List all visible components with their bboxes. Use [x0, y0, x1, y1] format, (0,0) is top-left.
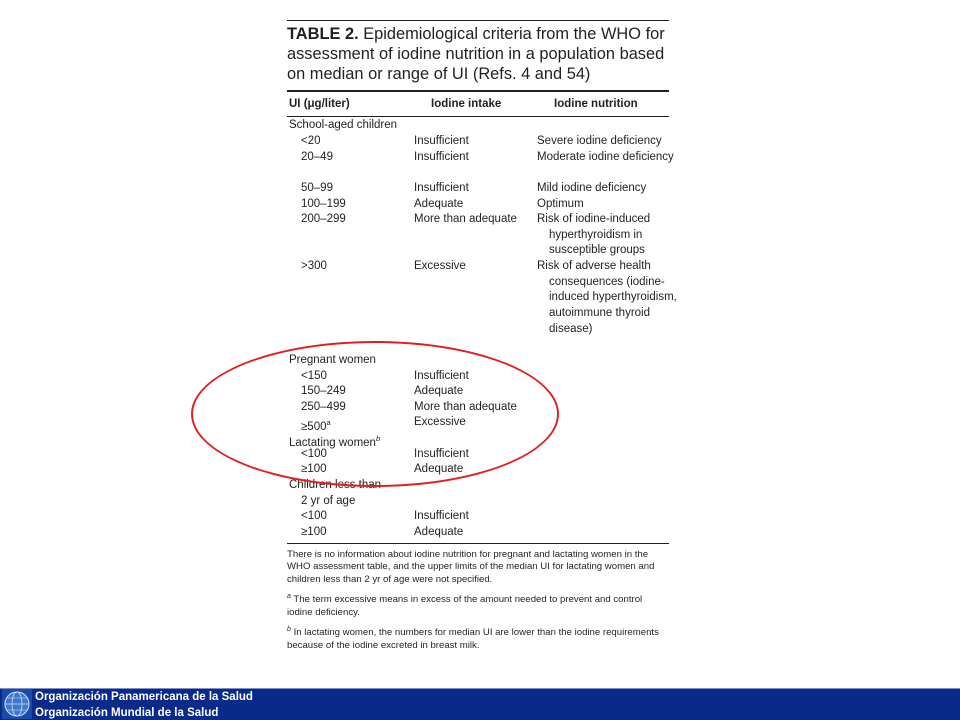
ui-cell: <100 [301, 448, 327, 460]
intake-cell: Insufficient [414, 370, 469, 382]
globe-emblem-icon [2, 689, 32, 719]
header-iodine-nutrition: Iodine nutrition [554, 98, 638, 110]
ui-cell: <20 [301, 135, 321, 147]
table-title-text: Epidemiological criteria from the WHO for assessment of iodine nutrition in a population based on median or range of UI (Refs. 4 and 54) [287, 25, 665, 83]
footnote-marker-a: a [326, 418, 331, 427]
footer-bar [0, 688, 960, 720]
ui-cell: ≥100 [301, 463, 327, 475]
footnote-b: $^b$ In lactating women, the numbers for median UI are lower than the iodine requirements because of the iodine excreted in breast milk. [287, 626, 659, 651]
nutrition-cell: Optimum [537, 198, 584, 210]
intake-cell: More than adequate [414, 213, 517, 225]
intake-cell: Excessive [414, 416, 466, 428]
nutrition-cell: Moderate iodine deficiency [537, 151, 674, 163]
ui-cell: <150 [301, 370, 327, 382]
nutrition-cell: Risk of iodine-induced hyperthyroidism in susceptible groups [537, 213, 651, 257]
intake-cell: Insufficient [414, 151, 469, 163]
ui-cell: 100–199 [301, 198, 346, 210]
footnote-main: There is no information about iodine nutrition for pregnant and lactating women in the WHO assessment table, and the upper limits of the median UI for lactating women and children less than 2 yr of age were not specified. [287, 549, 655, 585]
footnote-a: $^a$ The term excessive means in excess of the amount needed to prevent and control iodine deficiency. [287, 593, 643, 618]
ui-cell: >300 [301, 260, 327, 272]
intake-cell: Adequate [414, 385, 464, 397]
intake-cell: Insufficient [414, 182, 469, 194]
intake-cell: Excessive [414, 260, 466, 272]
nutrition-cell: Mild iodine deficiency [537, 182, 647, 194]
intake-cell: Insufficient [414, 135, 469, 147]
org-name-who: Organización Mundial de la Salud [35, 707, 219, 719]
header-top-rule [287, 90, 669, 92]
intake-cell: Adequate [414, 526, 464, 538]
header-ui: UI (μg/liter) [289, 98, 350, 110]
header-bottom-rule [287, 116, 669, 117]
footer-divider [0, 688, 960, 689]
intake-cell: Insufficient [414, 510, 469, 522]
table-footnotes [287, 549, 669, 657]
intake-cell: Insufficient [414, 448, 469, 460]
ui-cell: 20–49 [301, 151, 333, 163]
footnote-marker-b: b [375, 434, 381, 443]
ui-cell: 250–499 [301, 401, 346, 413]
nutrition-cell: Severe iodine deficiency [537, 135, 662, 147]
intake-cell: Adequate [414, 463, 464, 475]
table-bottom-rule [287, 543, 669, 544]
header-iodine-intake: Iodine intake [431, 98, 502, 110]
intake-cell: Adequate [414, 198, 464, 210]
ui-cell: 50–99 [301, 182, 333, 194]
org-name-paho: Organización Panamericana de la Salud [35, 691, 253, 703]
intake-cell: More than adequate [414, 401, 517, 413]
nutrition-cell: Risk of adverse health consequences (iodine-induced hyperthyroidism, autoimmune thyroid disease) [537, 260, 677, 335]
table-title [287, 24, 669, 84]
ui-cell: <100 [301, 510, 327, 522]
ui-cell: 150–249 [301, 385, 346, 397]
table-number: TABLE 2. [287, 25, 359, 43]
ui-cell: 200–299 [301, 213, 346, 225]
ui-cell: $\ge 500^a$ [301, 418, 331, 433]
ui-cell: ≥100 [301, 526, 327, 538]
red-highlight-ellipse [191, 341, 559, 487]
table-top-rule [287, 20, 669, 21]
